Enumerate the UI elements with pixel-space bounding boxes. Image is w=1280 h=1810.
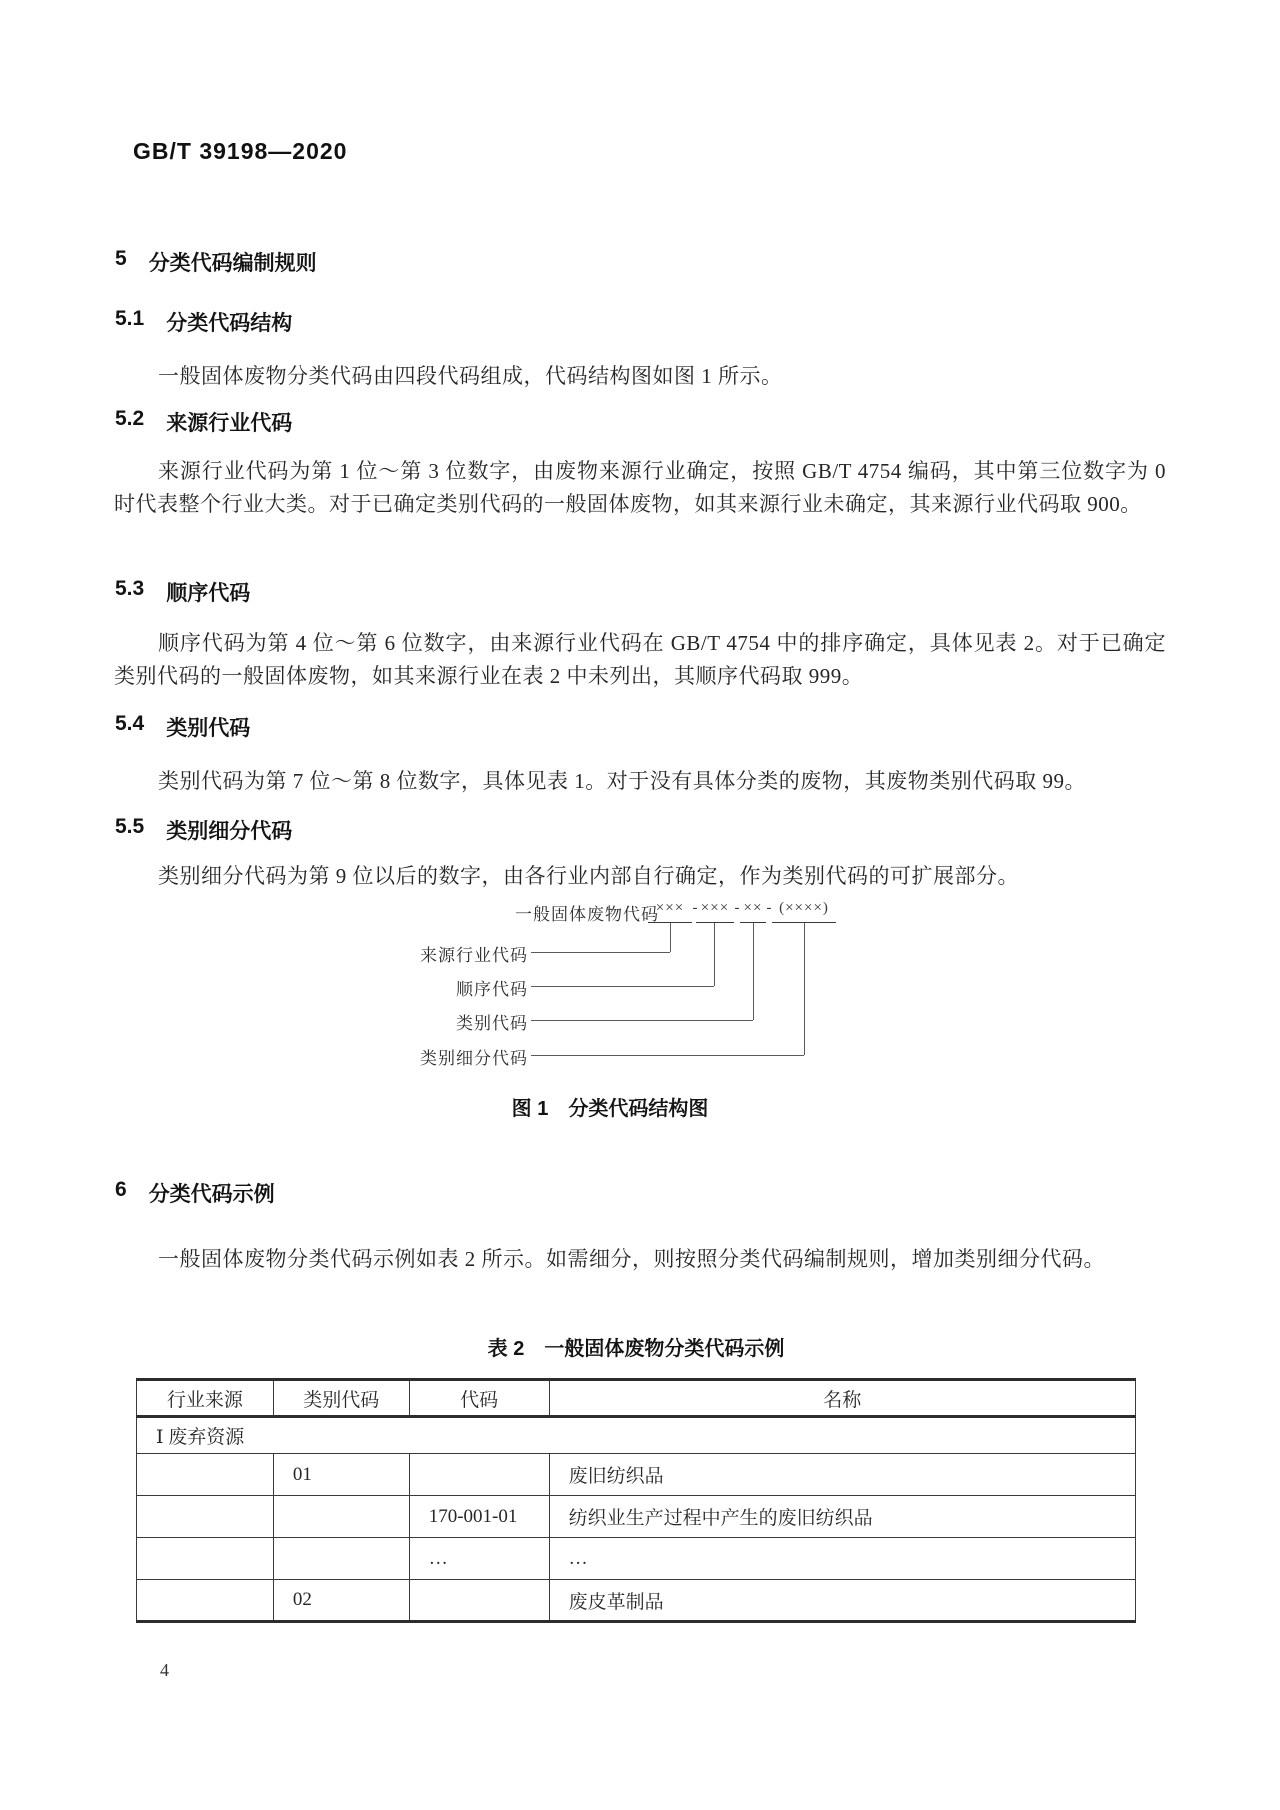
page-number: 4 — [160, 1660, 169, 1680]
section-5-3-title: 顺序代码 — [166, 582, 251, 605]
section-5-heading — [115, 247, 317, 277]
table-row — [137, 1580, 1136, 1622]
table-row — [137, 1496, 1136, 1538]
figure-connector-line — [753, 923, 754, 1020]
section-6-heading — [115, 1178, 275, 1208]
category-row-label: Ⅰ 废弃资源 — [137, 1417, 1136, 1454]
section-5-3-number: 5.3 — [115, 577, 145, 600]
section-5-4-heading — [115, 712, 250, 742]
section-5-5-heading — [115, 815, 292, 845]
cell-industry-source — [137, 1454, 274, 1496]
figure-label-category-code: 类别代码 — [456, 1014, 528, 1033]
table-caption-text: 一般固体废物分类代码示例 — [544, 1338, 785, 1360]
cell-category-code: 02 — [273, 1580, 409, 1622]
column-header-category-code: 类别代码 — [273, 1380, 409, 1417]
section-5-title: 分类代码编制规则 — [148, 252, 317, 275]
cell-industry-source — [137, 1580, 274, 1622]
figure-separator: - — [734, 900, 740, 916]
column-header-name: 名称 — [549, 1380, 1135, 1417]
section-5-1-title: 分类代码结构 — [166, 312, 293, 335]
section-5-4-title: 类别代码 — [166, 717, 251, 740]
figure-caption-text: 分类代码结构图 — [568, 1098, 709, 1120]
cell-name: … — [549, 1538, 1135, 1580]
figure-code-prefix: 一般固体废物代码 — [515, 905, 659, 924]
section-5-4-number: 5.4 — [115, 712, 145, 735]
section-5-number: 5 — [115, 247, 127, 270]
table-row — [137, 1454, 1136, 1496]
classification-example-table — [136, 1378, 1136, 1623]
figure-separator: - — [766, 900, 772, 916]
cell-category-code — [273, 1496, 409, 1538]
figure-label-subcategory-code: 类别细分代码 — [420, 1049, 528, 1068]
figure-caption-number: 图 1 — [511, 1098, 549, 1120]
figure-segment-industry: ××× — [648, 900, 692, 923]
section-5-5-title: 类别细分代码 — [166, 820, 293, 843]
section-5-1-number: 5.1 — [115, 307, 145, 330]
cell-code: … — [409, 1538, 549, 1580]
figure-caption — [300, 1092, 920, 1121]
figure-segment-category: ×× — [740, 900, 766, 923]
table-caption — [136, 1332, 1136, 1361]
section-6-title: 分类代码示例 — [148, 1183, 275, 1206]
figure-connector-line — [531, 952, 670, 953]
figure-separator: - — [692, 900, 698, 916]
section-5-4-paragraph: 类别代码为第 7 位～第 8 位数字，具体见表 1。对于没有具体分类的废物，其废物类别代码取 99。 — [158, 769, 1086, 793]
section-5-2-title: 来源行业代码 — [166, 412, 293, 435]
section-5-5-number: 5.5 — [115, 815, 145, 838]
cell-category-code — [273, 1538, 409, 1580]
figure-connector-line — [804, 923, 805, 1055]
figure-connector-line — [714, 923, 715, 986]
standard-number: GB/T 39198—2020 — [133, 138, 348, 164]
section-5-2-heading — [115, 407, 292, 437]
cell-industry-source — [137, 1538, 274, 1580]
section-5-5-paragraph: 类别细分代码为第 9 位以后的数字，由各行业内部自行确定，作为类别代码的可扩展部分。 — [158, 864, 1019, 888]
table-category-row — [137, 1417, 1136, 1454]
table-caption-number: 表 2 — [487, 1338, 525, 1360]
figure-connector-line — [531, 986, 714, 987]
figure-segment-subcategory: (××××) — [772, 900, 836, 923]
cell-code — [409, 1454, 549, 1496]
figure-segment-sequence: ××× — [696, 900, 734, 923]
cell-name: 纺织业生产过程中产生的废旧纺织品 — [549, 1496, 1135, 1538]
section-6-number: 6 — [115, 1178, 127, 1201]
cell-code: 170-001-01 — [409, 1496, 549, 1538]
section-6-paragraph: 一般固体废物分类代码示例如表 2 所示。如需细分，则按照分类代码编制规则，增加类别细分代码。 — [158, 1247, 1105, 1271]
section-5-3-heading — [115, 577, 250, 607]
table-header-row — [137, 1380, 1136, 1417]
figure-connector-line — [531, 1020, 753, 1021]
section-5-2-paragraph: 来源行业代码为第 1 位～第 3 位数字，由废物来源行业确定，按照 GB/T 4754 编码，其中第三位数字为 0 时代表整个行业大类。对于已确定类别代码的一般固体废物，如其来源行业未确定，其来源行业代码取 900。 — [114, 459, 1166, 516]
section-5-3-paragraph: 顺序代码为第 4 位～第 6 位数字，由来源行业代码在 GB/T 4754 中的排序确定，具体见表 2。对于已确定类别代码的一般固体废物，如其来源行业在表 2 中未列出，其顺序代码取 999。 — [114, 631, 1166, 688]
section-5-1-paragraph: 一般固体废物分类代码由四段代码组成，代码结构图如图 1 所示。 — [158, 364, 783, 388]
table-row — [137, 1538, 1136, 1580]
section-5-2-number: 5.2 — [115, 407, 145, 430]
cell-industry-source — [137, 1496, 274, 1538]
figure-label-industry-code: 来源行业代码 — [420, 946, 528, 965]
column-header-code: 代码 — [409, 1380, 549, 1417]
cell-category-code: 01 — [273, 1454, 409, 1496]
figure-connector-line — [670, 923, 671, 952]
section-5-1-heading — [115, 307, 292, 337]
cell-name: 废皮革制品 — [549, 1580, 1135, 1622]
cell-code — [409, 1580, 549, 1622]
figure-connector-line — [531, 1055, 804, 1056]
figure-label-sequence-code: 顺序代码 — [456, 980, 528, 999]
cell-name: 废旧纺织品 — [549, 1454, 1135, 1496]
column-header-industry-source: 行业来源 — [137, 1380, 274, 1417]
